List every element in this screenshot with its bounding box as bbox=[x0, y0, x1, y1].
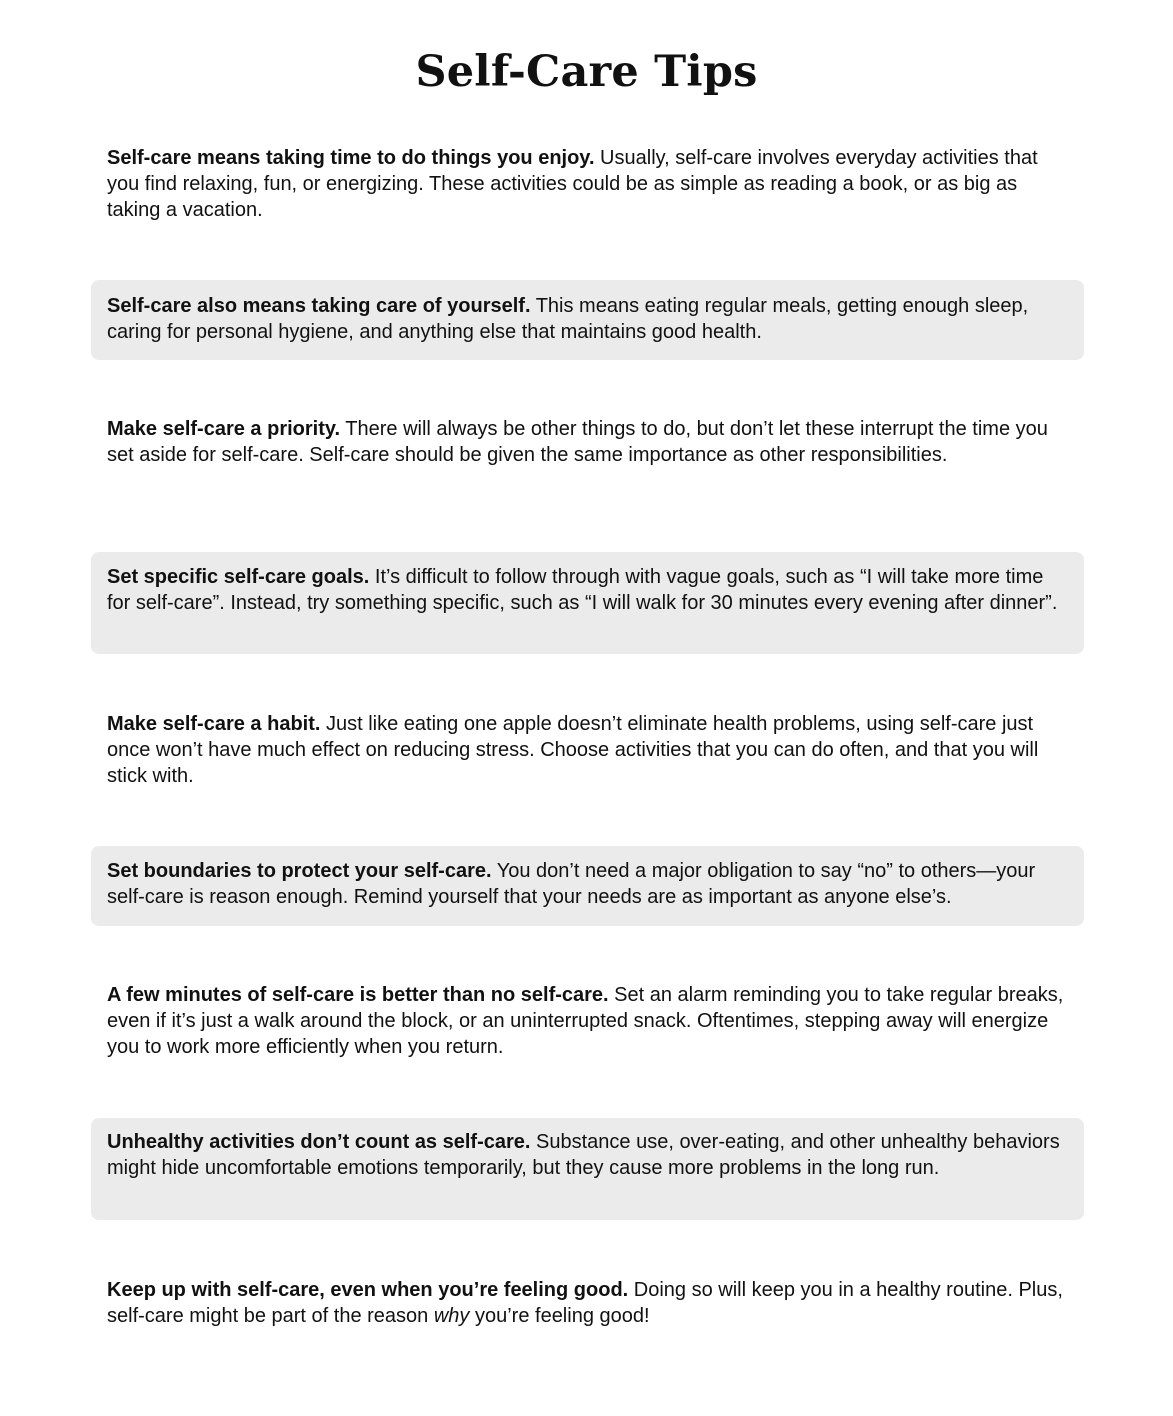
tip-text bbox=[107, 564, 1068, 616]
tip-boundaries bbox=[91, 846, 1084, 926]
tip-body: Set an alarm reminding you to take regular breaks, even if it’s just a walk around the block, or an uninterrupted snack. Oftentimes, stepping away will energize you to work more efficiently when you return. bbox=[107, 984, 1064, 1058]
tip-body-end: you’re feeling good! bbox=[469, 1305, 650, 1327]
tip-habit bbox=[91, 711, 1084, 789]
tip-text bbox=[107, 1129, 1068, 1181]
tip-text bbox=[107, 416, 1068, 468]
tip-body: You don’t need a major obligation to say “no” to others—your self-care is reason enough. Remind yourself that your needs are as important as anyone else’s. bbox=[107, 860, 1036, 908]
tip-text bbox=[107, 1277, 1068, 1329]
tip-priority bbox=[91, 416, 1084, 468]
tip-lead: Keep up with self-care, even when you’re feeling good. bbox=[107, 1279, 629, 1301]
tip-body: Just like eating one apple doesn’t eliminate health problems, using self-care just once won’t have much effect on reducing stress. Choose activities that you can do often, and that you will stick with. bbox=[107, 713, 1039, 787]
tip-unhealthy bbox=[91, 1118, 1084, 1220]
tip-text bbox=[107, 145, 1068, 223]
tip-text bbox=[107, 711, 1068, 789]
tip-enjoy bbox=[91, 145, 1084, 223]
tip-take-care bbox=[91, 280, 1084, 360]
tip-body: Doing so will keep you in a healthy routine. Plus, self-care might be part of the reason bbox=[107, 1279, 1063, 1327]
tip-lead: A few minutes of self-care is better than no self-care. bbox=[107, 984, 609, 1006]
tip-emphasis: why bbox=[433, 1305, 470, 1327]
tip-lead: Self-care means taking time to do things you enjoy. bbox=[107, 147, 595, 169]
tip-body: Usually, self-care involves everyday activities that you find relaxing, fun, or energizing. These activities could be as simple as reading a book, or as big as taking a vacation. bbox=[107, 147, 1038, 221]
tip-lead: Set specific self-care goals. bbox=[107, 566, 370, 588]
tip-lead: Set boundaries to protect your self-care. bbox=[107, 860, 492, 882]
tip-text bbox=[107, 982, 1068, 1060]
document-title: Self-Care Tips bbox=[415, 47, 758, 97]
tip-lead: Make self-care a priority. bbox=[107, 418, 341, 440]
tip-lead: Unhealthy activities don’t count as self-care. bbox=[107, 1131, 531, 1153]
tip-body: It’s difficult to follow through with vague goals, such as “I will take more time for self-care”. Instead, try something specific, such as “I will walk for 30 minutes every evening after dinner”. bbox=[107, 566, 1058, 614]
tip-body: Substance use, over-eating, and other unhealthy behaviors might hide uncomfortable emotions temporarily, but they cause more problems in the long run. bbox=[107, 1131, 1060, 1179]
tip-specific-goals bbox=[91, 552, 1084, 654]
tip-keep-up bbox=[91, 1277, 1084, 1329]
tip-lead: Make self-care a habit. bbox=[107, 713, 321, 735]
tip-lead: Self-care also means taking care of yourself. bbox=[107, 295, 531, 317]
tip-text bbox=[107, 858, 1068, 910]
tip-body: There will always be other things to do, but don’t let these interrupt the time you set aside for self-care. Self-care should be given the same importance as other responsibilities. bbox=[107, 418, 1048, 466]
tip-text bbox=[107, 293, 1068, 345]
tip-body: This means eating regular meals, getting enough sleep, caring for personal hygiene, and anything else that maintains good health. bbox=[107, 295, 1029, 343]
tip-few-minutes bbox=[91, 982, 1084, 1060]
